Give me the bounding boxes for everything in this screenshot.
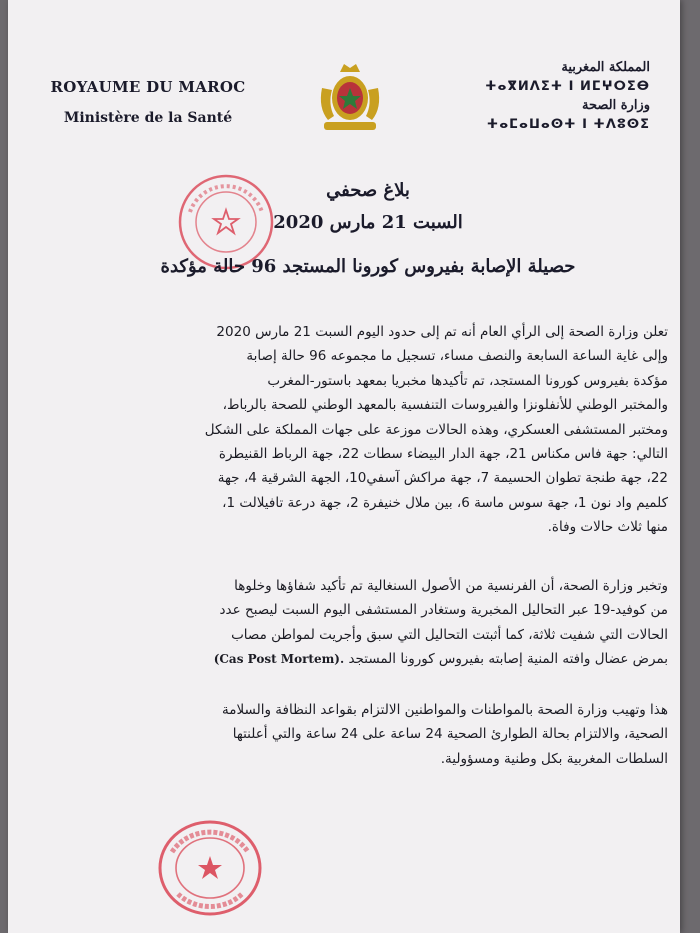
official-stamp-bottom xyxy=(156,818,264,918)
paragraph-line: الحالات التي شفيت ثلاثة، كما أثبتت التحاليل التي سبق وأجريت لمواطن مصاب xyxy=(231,626,668,643)
title-subject: حصيلة الإصابة بفيروس كورونا المستجد 96 حالة مؤكدة xyxy=(160,256,576,277)
press-release-page xyxy=(8,0,680,933)
header-kingdom-tifinagh: ⵜⴰⴳⵍⴷⵉⵜ ⵏ ⵍⵎⵖⵔⵉⴱ xyxy=(485,79,650,94)
paragraph-recovery xyxy=(48,574,668,672)
paragraph-line: كلميم واد نون 1، جهة سوس ماسة 6، بين ملال خنيفرة 2، جهة درعة تافيلالت 1، xyxy=(222,494,668,511)
title-date: السبت 21 مارس 2020 xyxy=(273,212,463,233)
paragraph-line: من كوفيد-19 عبر التحاليل المخبرية وستغادر المستشفى اليوم السبت ليصبح عدد xyxy=(219,602,668,619)
paragraph-line: السلطات المغربية بكل وطنية ومسؤولية. xyxy=(440,750,668,767)
paragraph-appeal xyxy=(48,698,668,771)
title-press-release: بلاغ صحفي xyxy=(326,180,410,201)
paragraph-line: هذا وتهيب وزارة الصحة بالمواطنات والمواطنين الالتزام بقواعد النظافة والسلامة xyxy=(222,702,668,718)
header-ministry-ar: وزارة الصحة xyxy=(582,98,650,113)
header-arabic xyxy=(460,58,650,134)
paragraph-line: وتخبر وزارة الصحة، أن الفرنسية من الأصول السنغالية تم تأكيد شفاؤها وخلوها xyxy=(234,578,668,594)
paragraph-line: وإلى غاية الساعة السابعة والنصف مساء، تسجيل ما مجموعه 96 حالة إصابة xyxy=(246,348,668,365)
paragraph-line: 22، جهة طنجة تطوان الحسيمة 7، جهة مراكش آسفي10، الجهة الشرقية 4، جهة xyxy=(217,470,668,487)
paragraph-line xyxy=(48,647,668,671)
paragraph-line: تعلن وزارة الصحة إلى الرأي العام أنه تم إلى حدود اليوم السبت 21 مارس 2020 xyxy=(216,324,668,340)
paragraph-line: منها ثلاث حالات وفاة. xyxy=(547,519,668,536)
header-ministry-tifinagh: ⵜⴰⵎⴰⵡⴰⵙⵜ ⵏ ⵜⴷⵓⵙⵉ xyxy=(486,117,650,132)
paragraph-line: التالي: جهة فاس مكناس 21، جهة الدار البيضاء سطات 22، جهة الرباط القنيطرة xyxy=(218,446,668,463)
paragraph-line: الصحية، والالتزام بحالة الطوارئ الصحية 24 ساعة على 24 ساعة والتي أعلنتها xyxy=(232,726,668,743)
paragraph-line: والمختبر الوطني للأنفلونزا والفيروسات التنفسية بالمعهد الوطني للصحة بالرباط، xyxy=(222,397,668,414)
paragraph-line: مؤكدة بفيروس كورونا المستجد، تم تأكيدها مخبريا بمعهد باستور-المغرب xyxy=(267,372,668,389)
paragraph-case-count xyxy=(48,320,668,540)
post-mortem-note: (Cas Post Mortem). xyxy=(213,652,345,667)
header-french xyxy=(48,78,248,126)
header-ministry-fr: Ministère de la Santé xyxy=(63,110,233,126)
paragraph-line: ومختبر المستشفى العسكري، وهذه الحالات موزعة على جهات المملكة على الشكل xyxy=(204,421,668,438)
coat-of-arms-emblem xyxy=(314,58,386,136)
paragraph-text: بمرض عضال وافته المنية إصابته بفيروس كورونا المستجد xyxy=(348,651,668,668)
header-kingdom-ar: المملكة المغربية xyxy=(561,60,650,75)
header-kingdom-fr: ROYAUME DU MAROC xyxy=(50,78,246,96)
